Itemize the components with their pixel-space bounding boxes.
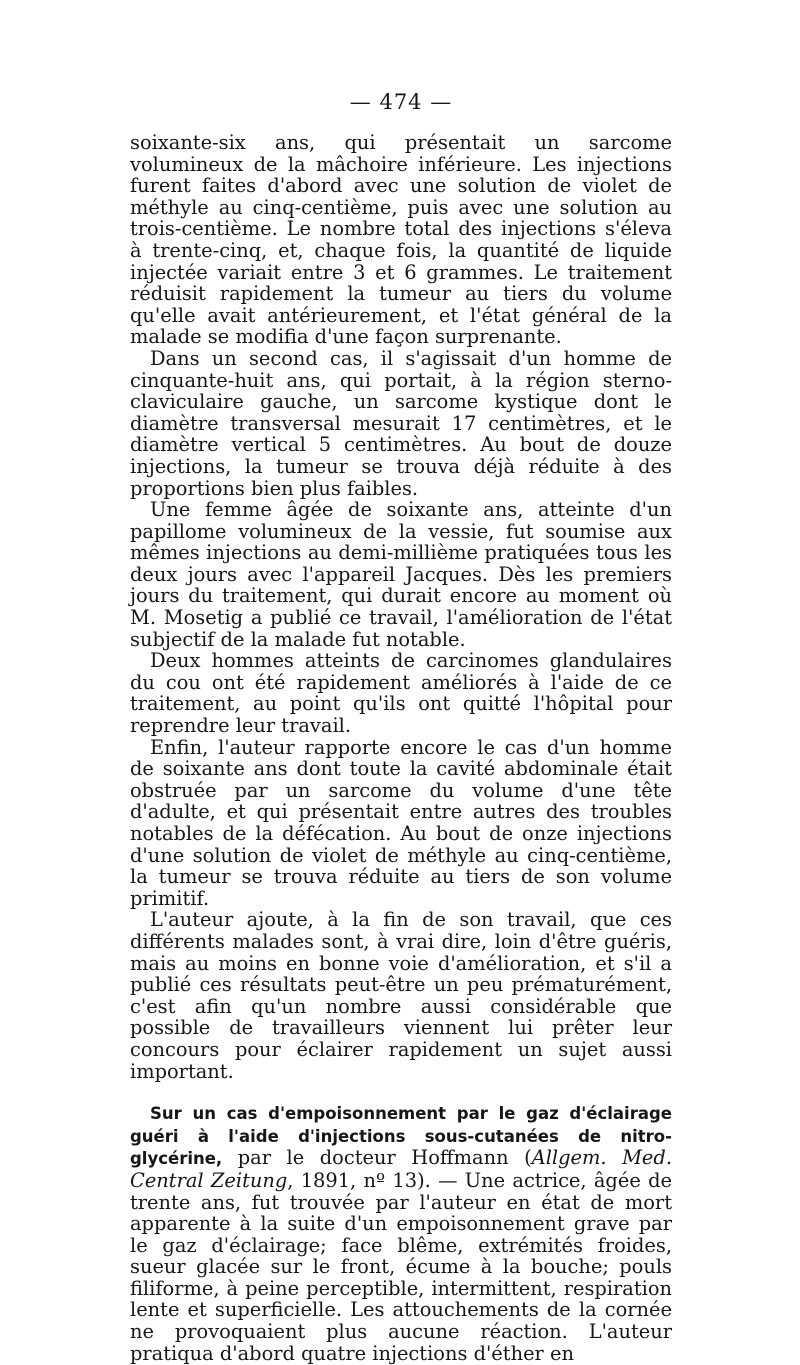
paragraph: Enfin, l'auteur rapporte encore le cas d'un homme de soixante ans dont toute la cavité abdominale était obstruée par un sarcome du volume d'une tête d'adulte, et qui présentait entre autres des troubles notables de la défécation. Au bout de onze injections d'une solution de violet de méthyle au cinq-centième, la tumeur se trouva réduite au tiers de son volume primitif. [130,735,672,910]
paragraph: L'auteur ajoute, à la fin de son travail, que ces différents malades sont, à vrai dire, loin d'être guéris, mais au moins en bonne voie d'amélioration, et s'il a publié ces résultats peut-être un peu prématurément, c'est afin qu'un nombre aussi considérable que possible de travailleurs viennent lui prêter leur concours pour éclairer rapidement un sujet aussi important. [130,908,672,1083]
paragraph: Deux hommes atteints de carcinomes glandulaires du cou ont été rapidement améliorés à l'aide de ce traitement, au point qu'ils ont quitté l'hôpital pour reprendre leur travail. [130,649,672,738]
page-number: — 474 — [349,90,453,114]
section-body: — Une actrice, âgée de trente ans, fut trouvée par l'auteur en état de mort apparente à la suite d'un empoisonnement grave par le gaz d'éclairage; face blême, extrémités froides, sueur glacée sur le front, écume à la bouche; pouls filiforme, à peine perceptible, intermittent, respiration lente et superficielle. Les attouchements de la cornée ne provoquaient plus aucune réaction. L'auteur pratiqua d'abord quatre injections d'éther en [130,1168,672,1365]
paragraph: Dans un second cas, il s'agissait d'un homme de cinquante-huit ans, qui portait, à la région sterno-claviculaire gauche, un sarcome kystique dont le diamètre transversal mesurait 17 centimètres, et le diamètre vertical 5 centimètres. Au bout de douze injections, la tumeur se trouva déjà réduite à des proportions bien plus faibles. [130,346,672,500]
section-title: Sur un cas d'empoisonnement par le gaz d'éclairage guéri à l'aide d'injections sous-cutanées de nitro-glycérine, [130,1104,672,1169]
section-paragraph [130,1102,672,1364]
section-citation: , 1891, nº 13). [287,1168,431,1192]
paragraph: soixante-six ans, qui présentait un sarcome volumineux de la mâchoire inférieure. Les injections furent faites d'abord avec une solution de violet de méthyle au cinq-centième, puis avec une solution au trois-centième. Le nombre total des injections s'éleva à trente-cinq, et, chaque fois, la quantité de liquide injectée variait entre 3 et 6 grammes. Le traitement réduisit rapidement la tumeur au tiers du volume qu'elle avait antérieurement, et l'état général de la malade se modifia d'une façon surprenante. [130,131,672,349]
page-body [130,132,672,1364]
paragraph: Une femme âgée de soixante ans, atteinte d'un papillome volumineux de la vessie, fut soumise aux mêmes injections au demi-millième pratiquées tous les deux jours avec l'appareil Jacques. Dès les premiers jours du traitement, qui durait encore au moment où M. Mosetig a publié ce travail, l'amélioration de l'état subjectif de la malade fut notable. [130,498,672,651]
journal-title: Allgem. Med. Central Zeitung [130,1146,672,1192]
section-byline: par le docteur Hoffmann ( [237,1146,532,1170]
